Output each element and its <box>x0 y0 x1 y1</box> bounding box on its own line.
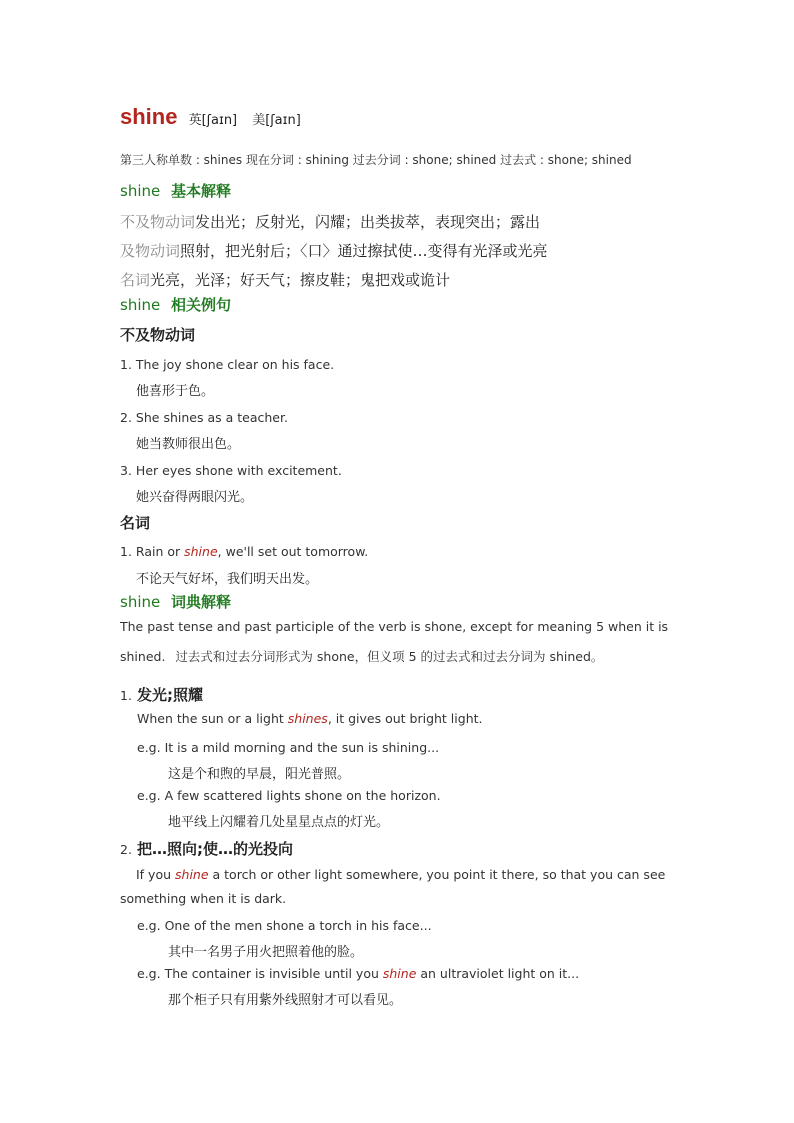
sense-example-zh: 其中一名男子用火把照着他的脸。 <box>168 945 364 960</box>
sense-heading <box>120 684 203 705</box>
sense-definition <box>120 863 676 911</box>
example-zh: 他喜形于色。 <box>136 384 215 399</box>
section-label: 词典解释 <box>171 593 232 611</box>
definition-row <box>120 211 540 232</box>
pos-label: 名词 <box>120 271 151 289</box>
uk-phonetic: [ʃaɪn] <box>201 113 238 128</box>
example-number: 1. <box>120 357 132 372</box>
definition-text: 光亮，光泽；好天气；擦皮鞋；鬼把戏或诡计 <box>150 271 451 289</box>
eg-label: e.g. <box>137 966 161 981</box>
inflections: 第三人称单数 : shines 现在分词 : shining 过去分词 : shone; shined 过去式 : shone; shined <box>120 153 632 167</box>
example-number: 2. <box>120 410 132 425</box>
pos-label: 及物动词 <box>120 242 181 260</box>
uk-label: 英 <box>188 113 202 128</box>
sense-example <box>137 918 432 933</box>
example-en-before: Rain or <box>135 544 185 559</box>
sense-example-zh: 那个柜子只有用紫外线照射才可以看见。 <box>168 993 403 1008</box>
section-dict-heading <box>120 591 231 612</box>
sense-example-en-after: an ultraviolet light on it... <box>416 966 580 981</box>
eg-label: e.g. <box>137 740 161 755</box>
highlighted-word: shine <box>184 544 218 559</box>
sense-example <box>137 966 579 981</box>
dict-intro-zh: 过去式和过去分词形式为 shone，但义项 5 的过去式和过去分词为 shined。 <box>175 649 604 664</box>
sense-def-after: a torch or other light somewhere, you point it there, so that you can see something when it is dark. <box>120 867 666 906</box>
pos-label: 不及物动词 <box>120 213 196 231</box>
example-sentence <box>120 410 288 425</box>
section-word: shine <box>120 182 161 200</box>
pos-group-label: 名词 <box>120 514 151 532</box>
sense-title: 发光;照耀 <box>137 686 204 704</box>
section-basic-heading <box>120 180 231 201</box>
example-zh: 她兴奋得两眼闪光。 <box>136 490 254 505</box>
section-word: shine <box>120 296 161 314</box>
example-number: 3. <box>120 463 132 478</box>
definition-row <box>120 240 548 261</box>
sense-title: 把…照向;使…的光投向 <box>137 840 294 858</box>
sense-example-en-before: The container is invisible until you <box>164 966 383 981</box>
example-en: She shines as a teacher. <box>135 410 288 425</box>
sense-example-zh: 这是个和煦的早晨，阳光普照。 <box>168 767 351 782</box>
sense-number: 1. <box>120 688 132 703</box>
sense-heading <box>120 838 293 859</box>
sense-example <box>137 740 439 755</box>
definition-text: 照射，把光射后；〈口〉通过擦拭使…变得有光泽或光亮 <box>180 242 548 260</box>
example-en-after: , we'll set out tomorrow. <box>217 544 369 559</box>
example-sentence <box>120 357 334 372</box>
example-zh: 她当教师很出色。 <box>136 437 241 452</box>
section-word: shine <box>120 593 161 611</box>
example-sentence <box>120 463 342 478</box>
highlighted-word: shine <box>175 867 209 882</box>
headword: shine <box>120 104 178 129</box>
example-en: Her eyes shone with excitement. <box>135 463 342 478</box>
section-examples-heading <box>120 294 231 315</box>
us-label: 美 <box>252 113 266 128</box>
example-en: The joy shone clear on his face. <box>135 357 335 372</box>
sense-number: 2. <box>120 842 132 857</box>
sense-definition <box>137 711 483 726</box>
pos-group-label: 不及物动词 <box>120 326 196 344</box>
sense-def-before: When the sun or a light <box>137 711 288 726</box>
highlighted-word: shine <box>382 966 417 981</box>
example-zh: 不论天气好坏，我们明天出发。 <box>136 572 319 587</box>
sense-example-en: It is a mild morning and the sun is shining... <box>164 740 440 755</box>
eg-label: e.g. <box>137 788 161 803</box>
highlighted-word: shines <box>287 711 328 726</box>
sense-example-en: One of the men shone a torch in his face... <box>164 918 432 933</box>
example-sentence <box>120 544 368 559</box>
sense-example <box>137 788 441 803</box>
sense-def-before: If you <box>136 867 176 882</box>
section-label: 相关例句 <box>171 296 232 314</box>
dict-intro-en: The past tense and past participle of the verb is shone, except for meaning 5 when it is shined. <box>120 619 669 664</box>
section-label: 基本解释 <box>171 182 232 200</box>
sense-def-after: , it gives out bright light. <box>327 711 483 726</box>
word-header <box>120 104 301 130</box>
example-number: 1. <box>120 544 132 559</box>
sense-example-zh: 地平线上闪耀着几处星星点点的灯光。 <box>168 815 390 830</box>
definition-text: 发出光；反射光，闪耀；出类拔萃，表现突出；露出 <box>195 213 541 231</box>
us-phonetic: [ʃaɪn] <box>265 113 301 128</box>
eg-label: e.g. <box>137 918 161 933</box>
dict-intro <box>120 612 680 672</box>
definition-row <box>120 269 450 290</box>
sense-example-en: A few scattered lights shone on the horizon. <box>164 788 441 803</box>
